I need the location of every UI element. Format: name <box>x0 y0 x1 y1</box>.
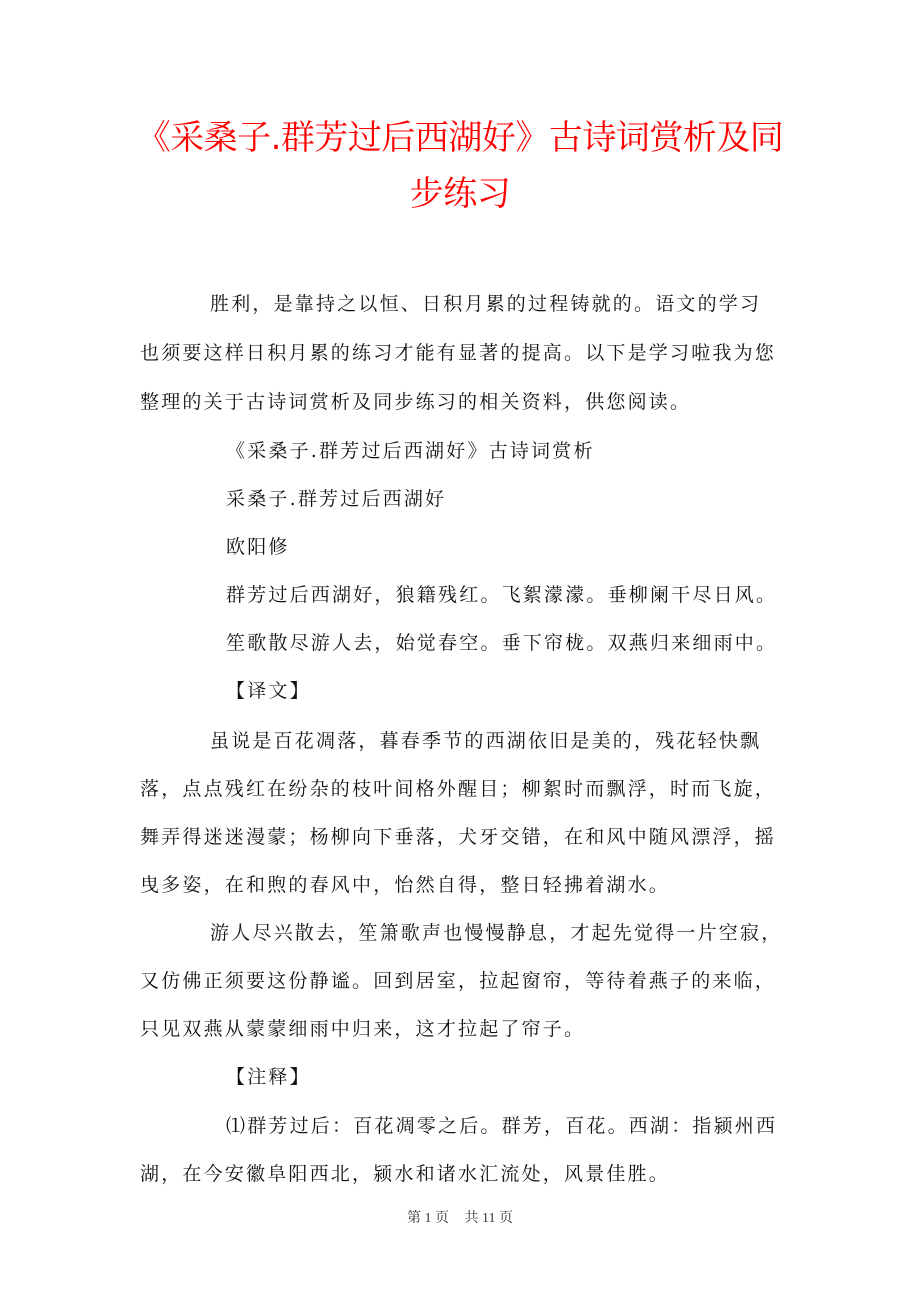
page-footer <box>0 1207 920 1227</box>
poem-line: 笙歌散尽游人去，始觉春空。垂下帘栊。双燕归来细雨中。 <box>226 632 778 654</box>
translation-line: 舞弄得迷迷漫蒙；杨柳向下垂落，犬牙交错，在和风中随风漂浮，摇 <box>140 826 777 848</box>
poem-title: 采桑子.群芳过后西湖好 <box>226 488 447 510</box>
translation-line: 落，点点残红在纷杂的枝叶间格外醒目；柳絮时而飘浮，时而飞旋， <box>140 778 777 800</box>
translation-line: 只见双燕从蒙蒙细雨中归来，这才拉起了帘子。 <box>140 1018 586 1040</box>
page-total: 共 11 页 <box>464 1211 513 1226</box>
intro-line: 整理的关于古诗词赏析及同步练习的相关资料，供您阅读。 <box>140 391 692 413</box>
intro-line: 胜利，是靠持之以恒、日积月累的过程铸就的。语文的学习 <box>210 293 762 315</box>
translation-heading: 【译文】 <box>226 680 311 702</box>
page-number: 第 1 页 <box>407 1211 449 1226</box>
poem-line: 群芳过后西湖好，狼籍残红。飞絮濛濛。垂柳阑干尽日风。 <box>226 584 778 606</box>
notes-line: 湖，在今安徽阜阳西北，颍水和诸水汇流处，风景佳胜。 <box>140 1163 671 1185</box>
translation-line: 虽说是百花凋落，暮春季节的西湖依旧是美的，残花轻快飘 <box>210 730 762 752</box>
notes-line: ⑴群芳过后：百花凋零之后。群芳，百花。西湖：指颍州西 <box>226 1115 778 1137</box>
document-title: 《采桑子.群芳过后西湖好》古诗词赏析及同步练习 <box>136 118 784 214</box>
translation-line: 又仿佛正须要这份静谧。回到居室，拉起窗帘，等待着燕子的来临， <box>140 970 777 992</box>
translation-line: 游人尽兴散去，笙箫歌声也慢慢静息，才起先觉得一片空寂， <box>210 922 783 944</box>
intro-line: 也须要这样日积月累的练习才能有显著的提高。以下是学习啦我为您 <box>140 342 777 364</box>
poem-author: 欧阳修 <box>226 536 290 558</box>
notes-heading: 【注释】 <box>226 1066 311 1088</box>
section-heading: 《采桑子.群芳过后西湖好》古诗词赏析 <box>226 440 595 462</box>
translation-line: 曳多姿，在和煦的春风中，怡然自得，整日轻拂着湖水。 <box>140 874 671 896</box>
